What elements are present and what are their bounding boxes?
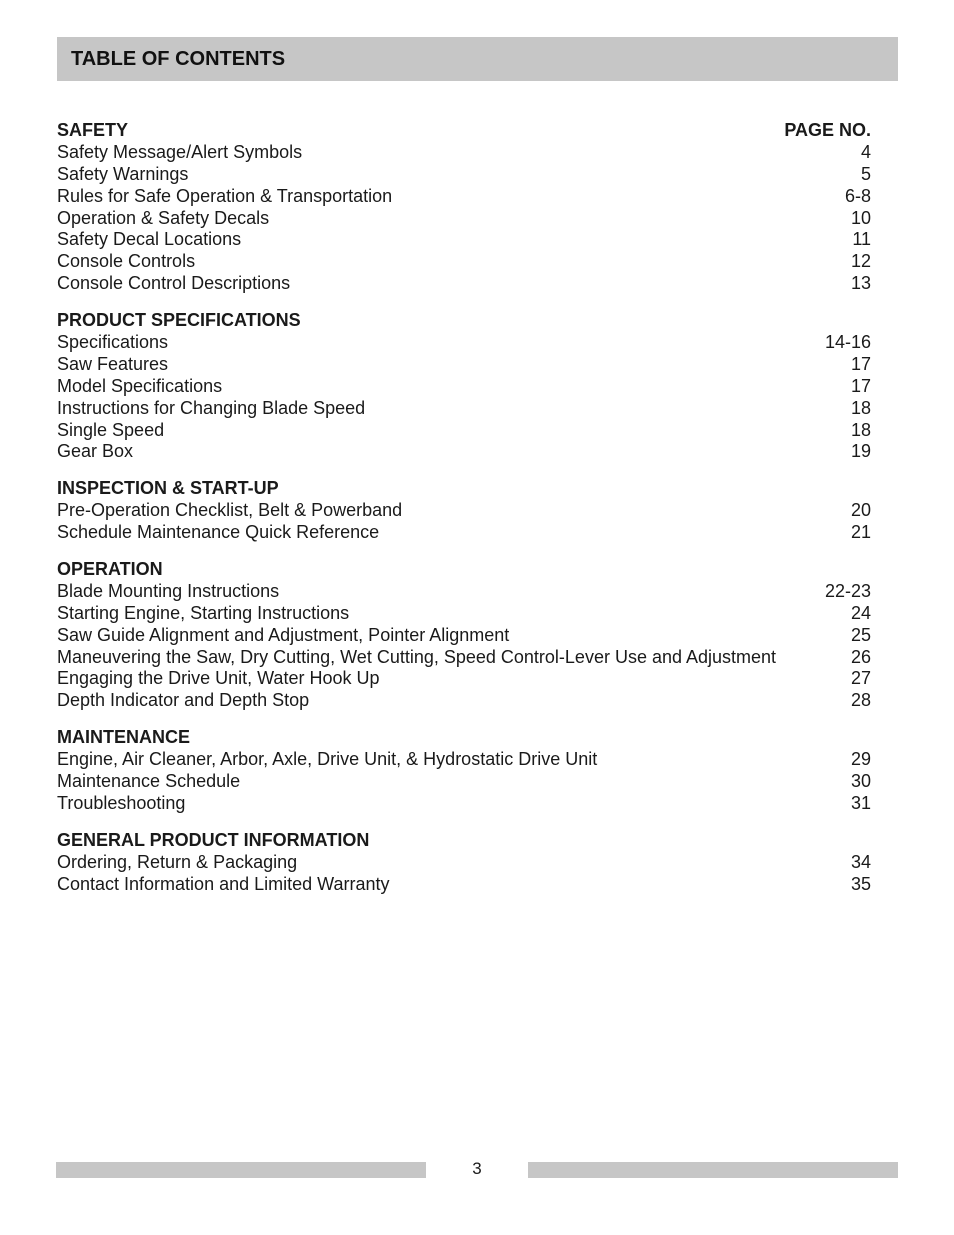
toc-entry-page: 18: [850, 397, 871, 418]
toc-entry: [57, 273, 871, 295]
page-column-label: PAGE NO.: [784, 120, 871, 140]
toc-entry-label: Specifications: [57, 332, 169, 353]
toc-entry-label: Starting Engine, Starting Instructions: [57, 602, 350, 623]
toc-entry-page: 10: [850, 207, 871, 228]
toc-section: [57, 727, 871, 815]
toc-entry: [57, 354, 871, 376]
footer-bar-right: [528, 1162, 898, 1178]
toc-entry-page: 11: [852, 229, 871, 250]
toc-entry-page: 28: [850, 690, 871, 711]
toc-entry: [57, 420, 871, 442]
toc-section-header-row: [57, 310, 871, 332]
toc-entry-label: Single Speed: [57, 419, 165, 440]
toc-entry-label: Contact Information and Limited Warranty: [57, 873, 390, 894]
toc-entry-page: 12: [850, 251, 871, 272]
toc-entry: [57, 164, 871, 186]
toc-entry: [57, 522, 871, 544]
toc-entry-page: 4: [860, 141, 871, 162]
toc-entry-page: 17: [850, 353, 871, 374]
toc-entry-page: 21: [850, 522, 871, 543]
toc-entry-page: 35: [850, 873, 871, 894]
toc-entry-page: 34: [850, 851, 871, 872]
toc-section-title: GENERAL PRODUCT INFORMATION: [57, 829, 370, 850]
toc-entry-label: Safety Warnings: [57, 163, 189, 184]
toc-section-title: OPERATION: [57, 559, 163, 580]
toc-entry: [57, 142, 871, 164]
toc-entry-page: 17: [850, 375, 871, 396]
toc-entry-page: 5: [860, 163, 871, 184]
toc-entry-page: 14-16: [824, 332, 871, 353]
toc-section-header-row: [57, 120, 871, 142]
toc-entry: [57, 229, 871, 251]
toc-entry-label: Depth Indicator and Depth Stop: [57, 690, 310, 711]
footer-bar-left: [56, 1162, 426, 1178]
toc-entry-label: Blade Mounting Instructions: [57, 580, 280, 601]
toc-section: [57, 310, 871, 463]
toc-entry-label: Saw Guide Alignment and Adjustment, Pointer Alignment: [57, 624, 510, 645]
toc-entry-page: 18: [850, 419, 871, 440]
toc-entry: [57, 332, 871, 354]
toc-entry-page: 25: [850, 624, 871, 645]
toc-entry: [57, 690, 871, 712]
toc-entry: [57, 251, 871, 273]
toc-section-title: INSPECTION & START-UP: [57, 478, 279, 499]
toc-entry-label: Engaging the Drive Unit, Water Hook Up: [57, 668, 380, 689]
toc-entry-label: Ordering, Return & Packaging: [57, 851, 298, 872]
toc-section-title: MAINTENANCE: [57, 727, 190, 748]
toc-entry-label: Safety Decal Locations: [57, 229, 242, 250]
toc-entry-label: Pre-Operation Checklist, Belt & Powerband: [57, 500, 403, 521]
toc-entry: [57, 208, 871, 230]
toc-entry: [57, 376, 871, 398]
toc-entry-page: 24: [850, 602, 871, 623]
toc-section-header-row: [57, 830, 871, 852]
toc-entry-label: Console Control Descriptions: [57, 273, 291, 294]
toc-entry-label: Console Controls: [57, 251, 196, 272]
toc-entry: [57, 186, 871, 208]
toc-entry: [57, 793, 871, 815]
page-number: 3: [472, 1159, 482, 1178]
toc-entry: [57, 581, 871, 603]
toc-entry-page: 20: [850, 500, 871, 521]
toc-entry: [57, 749, 871, 771]
toc-entry-label: Instructions for Changing Blade Speed: [57, 397, 366, 418]
toc-entry: [57, 398, 871, 420]
toc-section: [57, 478, 871, 544]
toc-entry-label: Schedule Maintenance Quick Reference: [57, 522, 380, 543]
toc-entry-page: 22-23: [824, 580, 871, 601]
toc-entry: [57, 771, 871, 793]
toc-entry-label: Engine, Air Cleaner, Arbor, Axle, Drive Unit, & Hydrostatic Drive Unit: [57, 749, 598, 770]
toc-entry: [57, 852, 871, 874]
toc-entry: [57, 647, 871, 669]
toc-section-header-row: [57, 559, 871, 581]
toc-entry-label: Maneuvering the Saw, Dry Cutting, Wet Cutting, Speed Control-Lever Use and Adjustment: [57, 646, 777, 667]
toc-entry-page: 31: [850, 792, 871, 813]
toc-entry: [57, 441, 871, 463]
toc-entry-page: 19: [850, 441, 871, 462]
toc-entry-page: 13: [850, 273, 871, 294]
table-of-contents: [57, 120, 871, 911]
toc-entry-page: 6-8: [844, 185, 871, 206]
toc-entry-label: Rules for Safe Operation & Transportation: [57, 185, 393, 206]
toc-section: [57, 830, 871, 896]
toc-entry-page: 27: [850, 668, 871, 689]
toc-entry-label: Safety Message/Alert Symbols: [57, 141, 303, 162]
page-title: TABLE OF CONTENTS: [71, 48, 286, 70]
toc-entry: [57, 500, 871, 522]
toc-entry-page: 26: [850, 646, 871, 667]
toc-entry: [57, 874, 871, 896]
toc-entry-page: 30: [850, 771, 871, 792]
toc-entry: [57, 625, 871, 647]
toc-entry: [57, 603, 871, 625]
toc-section-title: PRODUCT SPECIFICATIONS: [57, 310, 301, 331]
toc-section-header-row: [57, 727, 871, 749]
toc-entry-label: Troubleshooting: [57, 792, 186, 813]
toc-entry-page: 29: [850, 749, 871, 770]
toc-entry: [57, 668, 871, 690]
toc-entry-label: Saw Features: [57, 353, 169, 374]
toc-section-header-row: [57, 478, 871, 500]
header-bar: [57, 37, 898, 81]
toc-section: [57, 559, 871, 712]
toc-entry-label: Gear Box: [57, 441, 134, 462]
toc-section: [57, 120, 871, 295]
toc-entry-label: Model Specifications: [57, 375, 223, 396]
toc-entry-label: Operation & Safety Decals: [57, 207, 270, 228]
toc-section-title: SAFETY: [57, 120, 129, 140]
toc-entry-label: Maintenance Schedule: [57, 771, 241, 792]
